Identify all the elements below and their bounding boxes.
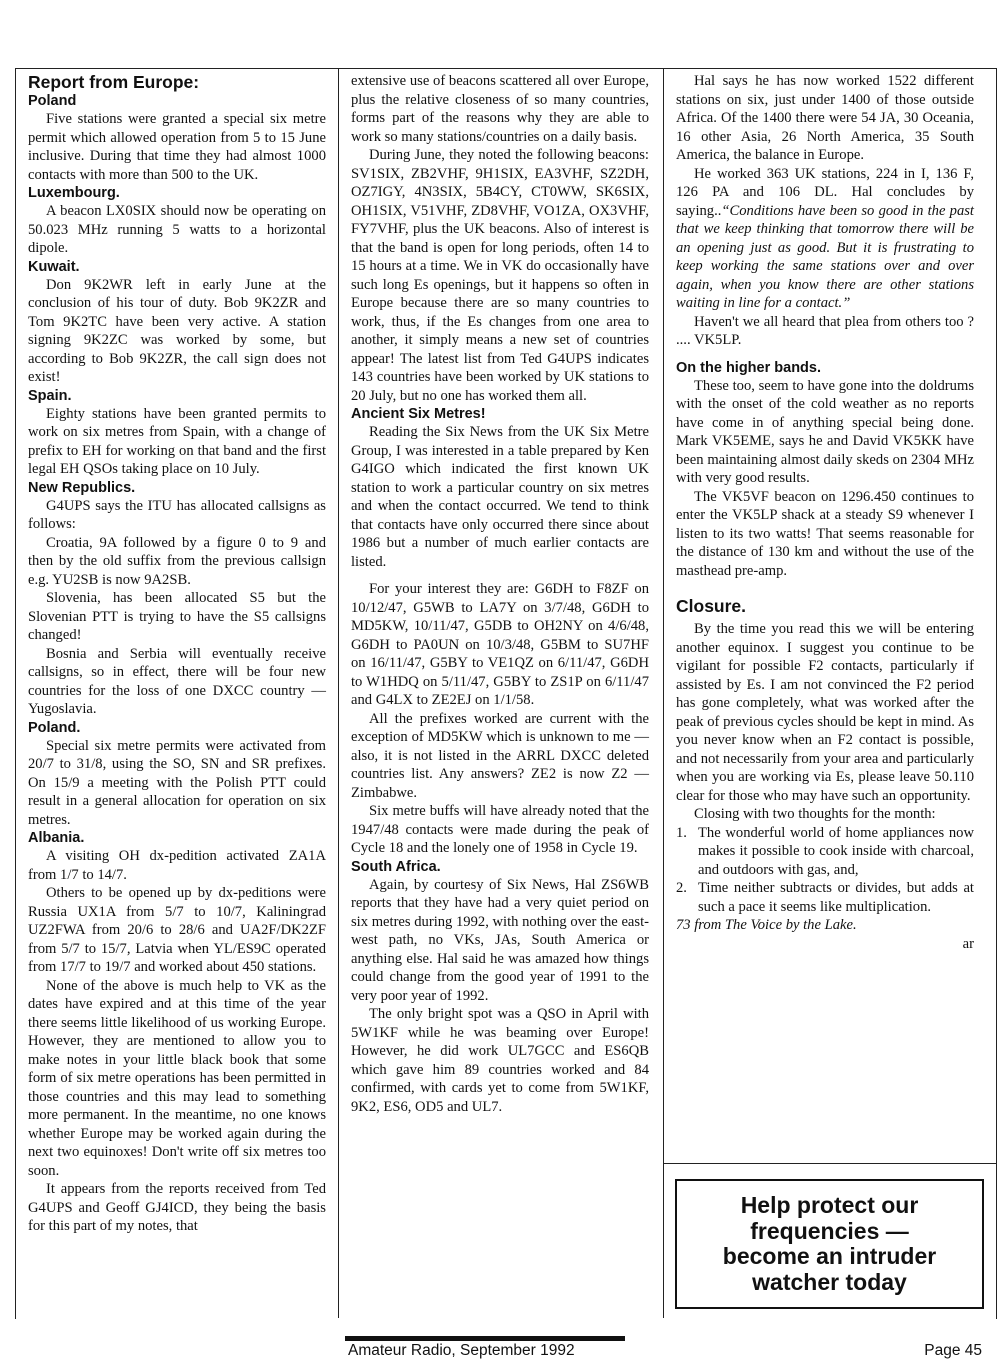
paragraph: extensive use of beacons scattered all over Europe, plus the relative closeness of so many countries, forms part of the reasons why they are able to work so many stations/countries on a daily basis. (351, 73, 649, 145)
paragraph: Others to be opened up by dx-peditions were Russia UX1A from 5/7 to 10/7, Kaliningrad UZ2FWA from 20/6 to 28/6 and UA2F/DK2ZF from 5/7 to 15/7, Latvia when YL/ES9C operated from 17/7 to 19/7 and worked about 450 stations. (28, 885, 326, 975)
paragraph: The VK5VF beacon on 1296.450 continues to enter the VK5LP shack at a steady S9 whenever I listen to its two watts! That seems reasonable for the distance of 130 km and without the use of the masthead pre-amp. (676, 488, 974, 579)
paragraph (676, 165, 974, 313)
paragraph-text: He worked 363 UK stations, 224 in I, 136 F, 126 PA and 106 DL. Hal concludes by saying.. (676, 165, 974, 219)
ad-line: frequencies — (750, 1217, 909, 1244)
paragraph: Six metre buffs will have already noted that the 1947/48 contacts were made during the peak of Cycle 18 and the lonely one of 1958 in Cycle 19. (351, 803, 649, 856)
paragraph: Haven't we all heard that plea from others too ? .... VK5LP. (676, 313, 974, 348)
list-item (676, 879, 974, 916)
ad-line: Help protect our (740, 1192, 919, 1218)
column-3 (676, 72, 974, 953)
column-3-divider (663, 1163, 996, 1164)
sign-off: 73 from The Voice by the Lake. (676, 917, 857, 933)
paragraph: Closing with two thoughts for the month: (694, 806, 936, 822)
subheading-kuwait: Kuwait. (28, 258, 80, 275)
list-text: Time neither subtracts or divides, but adds at such a pace it seems like multiplication. (698, 880, 974, 915)
subheading-ancient-six-metres: Ancient Six Metres! (351, 406, 486, 422)
footer-rule (345, 1336, 625, 1341)
paragraph: Slovenia, has been allocated S5 but the Slovenian PTT is trying to have the S5 callsigns changed! (28, 590, 326, 643)
paragraph: None of the above is much help to VK as the dates have expired and at this time of the year there seems little likelihood of us working Europe. However, they are mentioned to allow you to make notes in your little black book that some form of six metre operations has been permitted in those countries and this may lead to something more permanent. In the meantime, no one knows whether Europe may be worked again during the next two equinoxes! Don't write off six metres too soon. (28, 977, 326, 1179)
intruder-watch-ad (675, 1179, 984, 1309)
paragraph: Don 9K2WR left in early June at the conclusion of his tour of duty. Bob 9K2ZR and Tom 9K2TC have been very active. A station signing 9K2ZC was worked by some, but according to Bob 9K2ZR, the call sign does not exist! (28, 276, 326, 385)
list-text: The wonderful world of home appliances now makes it possible to cook inside with charcoal, and outdoors with gas, and, (698, 824, 974, 878)
paragraph: By the time you read this we will be entering another equinox. I suggest you continue to be vigilant for possible F2 contacts, particularly if assisted by Es. I am not convinced the F2 period has gone completely, what was worked after the peak of previous cycles should be kept in mind. As you never know when an F2 contact is possible, and not necessarily from your area and particularly when you are working via Es, please leave 50.110 clear for those who may have such an opportunity. (676, 621, 974, 804)
paragraph: G4UPS says the ITU has allocated callsigns as follows: (28, 497, 326, 532)
column-divider-2 (663, 68, 664, 1318)
ad-line: watcher today (752, 1268, 907, 1295)
paragraph: Bosnia and Serbia will eventually receive callsigns, so in effect, there will be four new countries for the loss of one DXCC country — Yugoslavia. (28, 645, 326, 717)
list-number: 1. (676, 824, 687, 841)
paragraph: Croatia, 9A followed by a figure 0 to 9 and then by the old suffix from the previous callsign e.g. YU2SB is now 9A2SB. (28, 534, 326, 588)
subheading-albania: Albania. (28, 830, 85, 846)
subheading-poland: Poland (28, 93, 77, 109)
subheading-spain: Spain. (28, 387, 72, 404)
subheading-higher-bands: On the higher bands. (676, 359, 822, 376)
footer-publication: Amateur Radio, September 1992 (348, 1342, 575, 1359)
footer-page-number: Page 45 (924, 1342, 982, 1359)
column-divider-1 (338, 68, 339, 1318)
paragraph: Reading the Six News from the UK Six Metre Group, I was interested in a table prepared by Ken G4IGO which indicated the first known UK station to work a particular country on six metres and when the contact occurred. We tend to think that contacts have only occurred there since about 1986 but a number of much earlier contacts are listed. (351, 424, 649, 570)
paragraph: Special six metre permits were activated from 20/7 to 31/8, using the SO, SN and SR prefixes. On 15/9 a meeting with the Polish PTT could result in a general allocation for operation on six metres. (28, 737, 326, 828)
section-heading-report-from-europe: Report from Europe: (28, 72, 200, 92)
subheading-south-africa: South Africa. (351, 858, 441, 875)
paragraph: Hal says he has now worked 1522 different stations on six, just under 1400 of those outside Africa. Of the 1400 there were 54 JA, 30 Oceania, 16 other Asia, 26 North America, 35 South America, the balance in Europe. (676, 73, 974, 163)
end-mark: ar (962, 935, 974, 952)
paragraph: Again, by courtesy of Six News, Hal ZS6WB reports that they have had a very quiet period on six metres during 1992, with nothing over the east-west path, no VKs, JAs, South America or anything else. Hal said he was amazed how things could change from the good year of 1991 to the very poor year of 1992. (351, 876, 649, 1004)
paragraph: During June, they noted the following beacons: SV1SIX, ZB2VHF, 9H1SIX, EA3VHF, SZ2DH, OZ7IGY, 4N3SIX, 5B4CY, CT0WW, SK6SIX, OH1SIX, V51VHF, ZD8VHF, VO1ZA, OX3VHF, FY7VHF, plus the UK beacons. Also of interest is that the band is open for long periods, often 14 to 15 hours at a time. We in VK do occasionally have such long Es openings, but it happens so often in Europe because there are so many countries to work, thus, if the Es changes from one area to another, it simply means a new set of countries appear! The latest list from Ted G4UPS indicates 143 countries have been worked by UK stations to 20 July, but no one has worked them all. (351, 147, 649, 404)
quotation: “Conditions have been so good in the past that we keep thinking that tomorrow there will be an opening just as good. But it is frustrating to keep working the same stations over and over again, when you know there are other stations waiting in line for a contact.” (676, 202, 974, 311)
paragraph: Five stations were granted a special six metre permit which allowed operation from 5 to 15 June inclusive. During that time they had almost 1000 contacts with more than 500 to the UK. (28, 111, 326, 183)
paragraph: A beacon LX0SIX should now be operating on 50.023 MHz running 5 watts to a horizontal dipole. (28, 203, 326, 256)
subheading-poland-2: Poland. (28, 719, 81, 736)
ad-line: become an intruder (722, 1243, 937, 1269)
column-1 (28, 72, 326, 1236)
subheading-new-republics: New Republics. (28, 479, 136, 496)
paragraph: It appears from the reports received from Ted G4UPS and Geoff GJ4ICD, they being the basis for this part of my notes, that (28, 1181, 326, 1234)
thoughts-list (676, 824, 974, 917)
paragraph: All the prefixes worked are current with the exception of MD5KW which is unknown to me — also, it is not listed in the ARRL DXCC deleted countries list. Any answers? ZE2 is now Z2 — Zimbabwe. (351, 710, 649, 801)
subheading-luxembourg: Luxembourg. (28, 185, 120, 201)
column-2 (351, 72, 649, 1116)
paragraph: For your interest they are: G6DH to F8ZF on 10/12/47, G5WB to LA7Y on 3/7/48, G6DH to MD5KW, 10/11/47, G5DB to OH2NY on 4/6/48, G6DH to PA0UN on 10/3/48, G5BM to SU7HF on 16/11/47, G5BY to VE1QZ on 6/11/47, G6DH to W1HDQ on 5/11/47, G5BY to ZS1P on 6/11/47 and G4LX to ZE2EJ on 1/1/58. (351, 581, 649, 708)
list-item (676, 824, 974, 880)
section-heading-closure: Closure. (676, 596, 747, 616)
paragraph: These too, seem to have gone into the doldrums with the onset of the cold weather as no reports have come in of anything special being done. Mark VK5EME, says he and David VK5KK have been maintaining almost daily skeds on 2304 MHz with very good results. (676, 377, 974, 486)
paragraph: Eighty stations have been granted permits to work on six metres from Spain, with a change of prefix to EH for working on that band and the first legal EH QSOs taking place on 10 July. (28, 405, 326, 477)
paragraph: A visiting OH dx-pedition activated ZA1A from 1/7 to 14/7. (28, 848, 326, 883)
list-number: 2. (676, 880, 687, 896)
paragraph: The only bright spot was a QSO in April with 5W1KF while he was beaming over Europe! However, he did work UL7GCC and ES6QB which gave him 89 countries worked and 84 confirmed, with cards yet to come from 5W1KF, 9K2, ES6, OD5 and UL7. (351, 1006, 649, 1115)
